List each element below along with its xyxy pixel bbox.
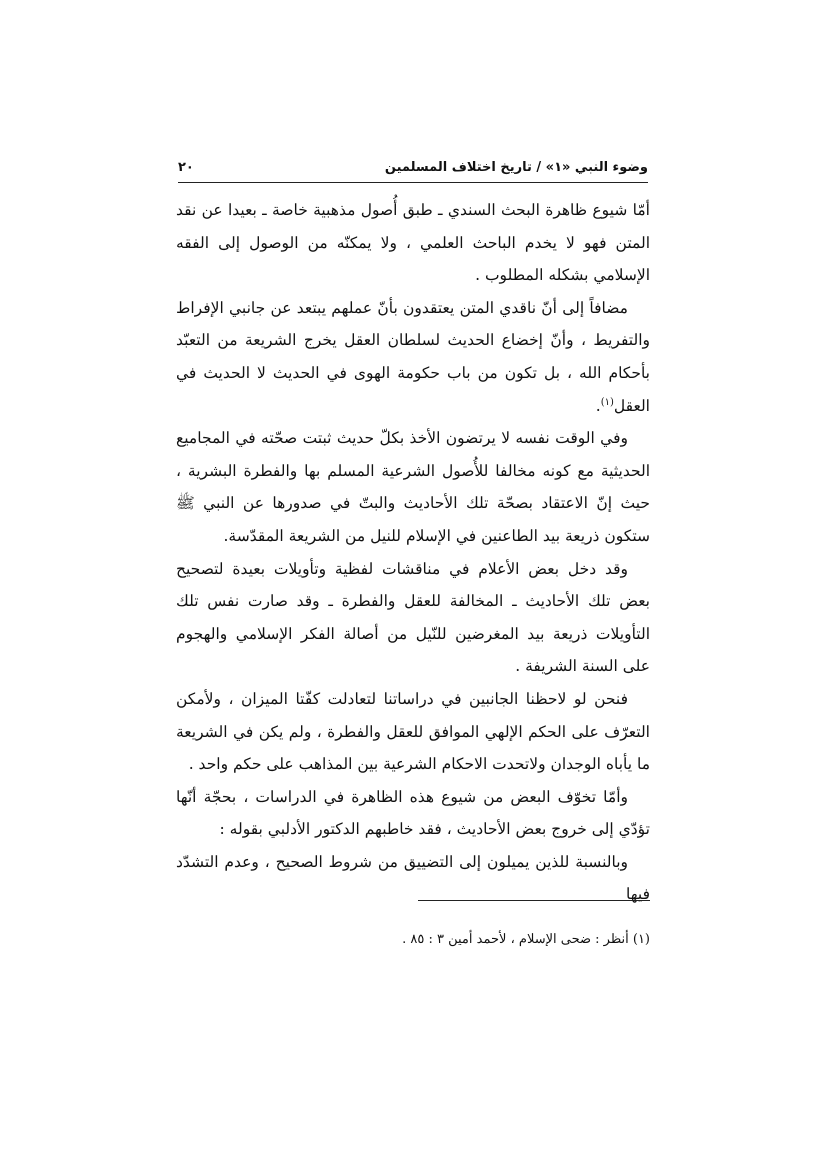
body-text (176, 194, 650, 911)
paragraph-7: وبالنسبة للذين يميلون إلى التضييق من شروط الصحيح ، وعدم التشدّد فيها (176, 852, 650, 904)
page-header (178, 152, 648, 183)
paragraph-3: وفي الوقت نفسه لا يرتضون الأخذ بكلّ حديث ثبتت صحّته في المجاميع الحديثية مع كونه مخالفا للأُصول الشرعية المسلم بها والفطرة البشرية ، حيث إنّ الاعتقاد بصحّة تلك الأحاديث والبتّ في صدورها عن النبي ﷺ ستكون ذريعة بيد الطاعنين في الإسلام للنيل من الشريعة المقدّسة. (176, 429, 650, 545)
paragraph-1: أمّا شيوع ظاهرة البحث السندي ـ طبق أُصول مذهبية خاصة ـ بعيدا عن نقد المتن فهو لا يخدم الباحث العلمي ، ولا يمكنّه من الوصول إلى الفقه الإسلامي بشكله المطلوب . (176, 201, 650, 285)
paragraph-4: وقد دخل بعض الأعلام في مناقشات لفظية وتأويلات بعيدة لتصحيح بعض تلك الأحاديث ـ المخالفة للعقل والفطرة ـ وقد صارت نفس تلك التأويلات ذريعة بيد المغرضين للنّيل من أصالة الفكر الإسلامي والهجوم على السنة الشريفة . (176, 559, 650, 676)
paragraph-2-text: مضافاً إلى أنّ ناقدي المتن يعتقدون بأنّ عملهم يبتعد عن جانبي الإفراط والتفريط ، وأنّ إخضاع الحديث لسلطان العقل يخرج الشريعة من التعبّد بأحكام الله ، بل تكون من باب حكومة الهوى في الحديث لا الحديث في العقل (176, 298, 650, 415)
footnote: (١) أنظر : ضحى الإسلام ، لأحمد أمين ٣ : ٨٥ . (402, 932, 650, 947)
paragraph-2-end: . (595, 396, 601, 415)
page-number: ٢٠ (178, 159, 194, 175)
paragraph-5: فنحن لو لاحظنا الجانبين في دراساتنا لتعادلت كفّتا الميزان ، ولأمكن التعرّف على الحكم الإلهي الموافق للعقل والفطرة ، ولم يكن في الشريعة ما يأباه الوجدان ولاتحدت الاحكام الشرعية بين المذاهب على حكم واحد . (176, 689, 650, 774)
paragraph-6: وأمّا تخوّف البعض من شيوع هذه الظاهرة في الدراسات ، بحجّة أنّها تؤدّي إلى خروج بعض الأحاديث ، فقد خاطبهم الدكتور الأدلبي بقوله : (176, 787, 650, 839)
footnote-reference: (١) (600, 396, 614, 408)
running-title: وضوء النبي «١» / تاريخ اختلاف المسلمين (384, 159, 648, 175)
paragraph-2 (176, 292, 650, 422)
footnote-divider (418, 900, 650, 901)
